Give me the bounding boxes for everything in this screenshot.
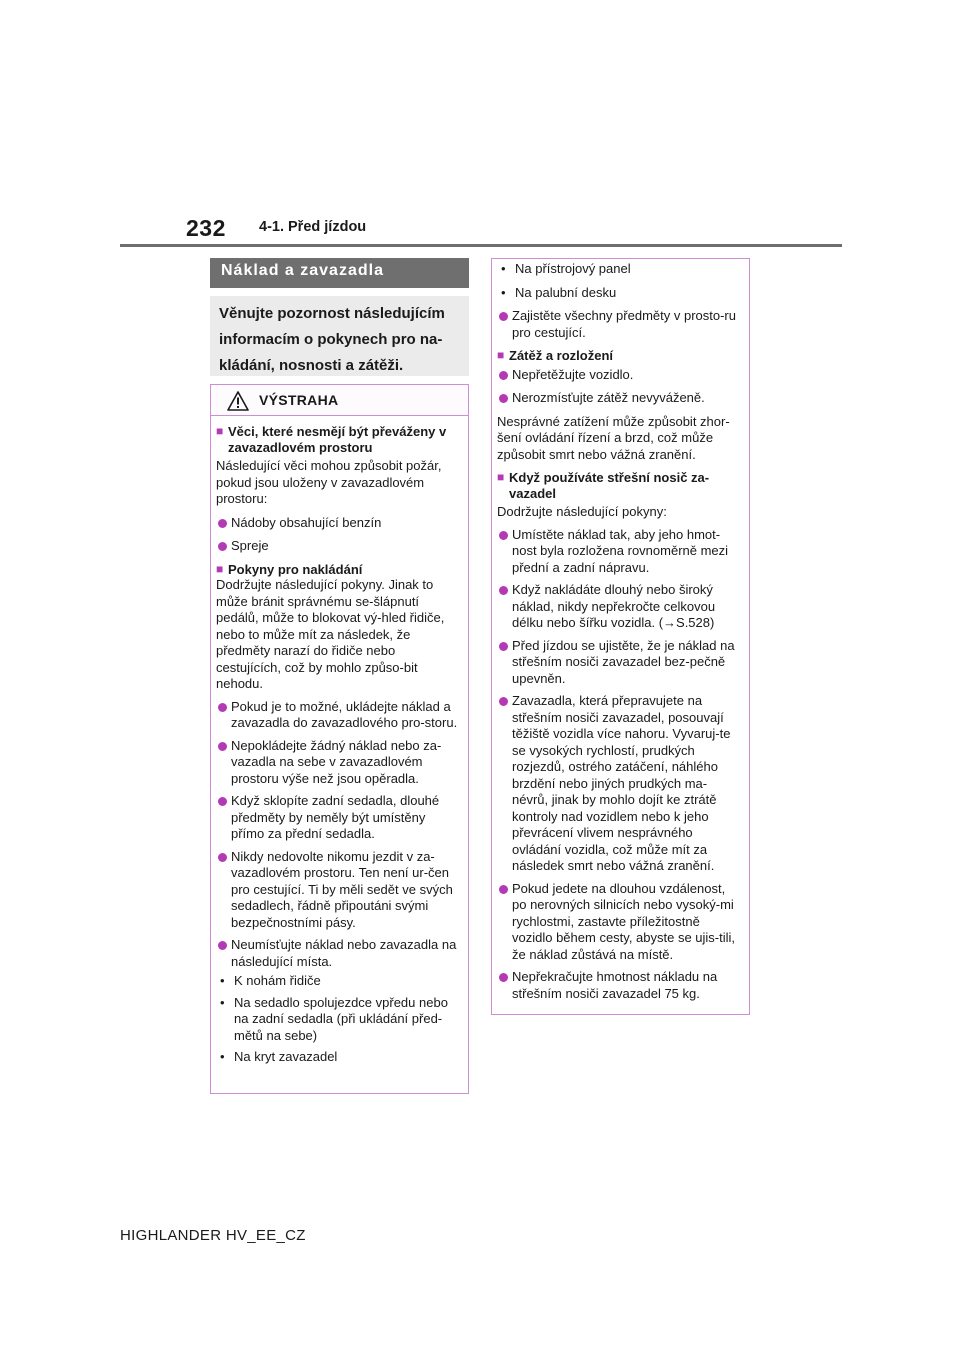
- bullet-item: [497, 638, 743, 688]
- bullet-text: Nepřekračujte hmotnost nákladu na střešním nosiči zavazadel 75 kg.: [512, 969, 718, 1001]
- bullet-item: [497, 881, 743, 964]
- bullet-item: [216, 538, 461, 555]
- subheading-text: Zátěž a rozložení: [509, 348, 614, 363]
- sub-item-text: Na přístrojový panel: [515, 261, 631, 276]
- bullet-item: [497, 527, 743, 577]
- section-title: Náklad a zavazadla: [210, 258, 469, 288]
- sub-item-text: Na palubní desku: [515, 284, 617, 300]
- bullet-dot-icon: [218, 797, 227, 806]
- bullet-item: [497, 693, 743, 875]
- bullet-dot-icon: [499, 531, 508, 540]
- bullet-item: [216, 699, 461, 732]
- sub-bullet-icon: •: [501, 261, 506, 276]
- paragraph: Nesprávné zatížení může způsobit zhor-šení ovládání řízení a brzd, což může způsobit smrt nebo vážná zranění.: [497, 413, 730, 462]
- bullet-text: Když sklopíte zadní sedadla, dlouhé předměty by neměly být umístěny přímo za přední sedadla.: [231, 793, 440, 841]
- square-marker-icon: ■: [497, 348, 505, 362]
- bullet-item: [216, 937, 461, 970]
- bullet-dot-icon: [499, 973, 508, 982]
- bullet-dot-icon: [218, 703, 227, 712]
- bullet-text: Nerozmísťujte zátěž nevyváženě.: [512, 390, 705, 405]
- square-marker-icon: ■: [216, 424, 224, 438]
- bullet-item: [497, 308, 743, 341]
- bullet-text: Neumísťujte náklad nebo zavazadla na následující místa.: [231, 937, 457, 969]
- square-marker-icon: ■: [216, 561, 224, 576]
- bullet-text: Zavazadla, která přepravujete na střešním nosiči zavazadel, posouvají těžiště vozidla více nahoru. Vyvaruj-te se vysokých rychlostí, prudkých rozjezdů, ostrého zatáčení, náhlého brzdění nebo jiných prudkých ma-névrů, jinak by mohlo dojít ke ztrátě kontroly nad vozidlem nebo k jeho převrácení vlivem nesprávného ovládání vozidla, což může mít za následek smrt nebo vážná zranění.: [512, 693, 731, 873]
- paragraph: Dodržujte následující pokyny. Jinak to může bránit správnému se-šlápnutí pedálů, může to blokovat vý-hled řidiče, nebo to může mít za následek, že předměty narazí do řidiče nebo cestujících, což by mohlo způso-bit nehodu.: [216, 577, 445, 691]
- subheading-text: Když používáte střešní nosič za-vazadel: [509, 470, 710, 501]
- bullet-dot-icon: [499, 697, 508, 706]
- warning-title: VÝSTRAHA: [259, 392, 339, 408]
- paragraph: Následující věci mohou způsobit požár, pokud jsou uloženy v zavazadlovém prostoru:: [216, 458, 442, 506]
- header-rule: [120, 244, 842, 247]
- bullet-item: [216, 793, 461, 843]
- intro-box: Věnujte pozornost následujícím informacím o pokynech pro na-kládání, nosnosti a zátěži.: [210, 296, 469, 376]
- footer-model: HIGHLANDER HV_EE_CZ: [120, 1227, 306, 1244]
- bullet-dot-icon: [218, 519, 227, 528]
- sub-item: [216, 1049, 461, 1066]
- bullet-dot-icon: [499, 394, 508, 403]
- warning-box-continued: [491, 258, 750, 1015]
- bullet-text: Nádoby obsahující benzín: [231, 514, 382, 530]
- bullet-text: Pokud je to možné, ukládejte náklad a zavazadla do zavazadlového pro-storu.: [231, 698, 458, 730]
- bullet-dot-icon: [218, 941, 227, 950]
- sub-item: [216, 973, 461, 990]
- sub-item-text: K nohám řidiče: [234, 973, 321, 988]
- paragraph: Dodržujte následující pokyny:: [497, 504, 667, 519]
- bullet-item: [497, 390, 743, 407]
- bullet-dot-icon: [499, 642, 508, 651]
- bullet-text: Umístěte náklad tak, aby jeho hmot-nost byla rozložena rovnoměrně mezi přední a zadní nápravu.: [512, 526, 729, 575]
- sub-bullet-icon: •: [220, 973, 225, 988]
- bullet-text: Když nakládáte dlouhý nebo široký náklad, nikdy nepřekročte celkovou délku nebo šířku vozidla. (→S.528): [512, 582, 716, 630]
- sub-item-text: Na sedadlo spolujezdce vpředu nebo na zadní sedadla (při ukládání před-mětů na sebe): [234, 994, 448, 1043]
- subheading-text: Pokyny pro nakládání: [228, 561, 363, 577]
- warning-header: [211, 385, 468, 416]
- sub-bullet-icon: •: [220, 994, 225, 1010]
- bullet-dot-icon: [218, 542, 227, 551]
- bullet-dot-icon: [218, 742, 227, 751]
- bullet-item: [497, 367, 743, 384]
- bullet-item: [497, 582, 743, 632]
- sub-item: [497, 261, 743, 278]
- warning-triangle-icon: [227, 391, 249, 411]
- warning-box: [210, 384, 469, 1094]
- bullet-item: [216, 515, 461, 532]
- warning-body: [211, 416, 468, 1066]
- bullet-text: Nepokládejte žádný náklad nebo za-vazadla na sebe v zavazadlovém prostoru výše než jsou opěradla.: [231, 737, 442, 786]
- bullet-item: [216, 738, 461, 788]
- bullet-text: Spreje: [231, 538, 269, 553]
- bullet-dot-icon: [499, 586, 508, 595]
- subheading: [497, 348, 743, 364]
- bullet-dot-icon: [499, 371, 508, 380]
- bullet-dot-icon: [499, 885, 508, 894]
- sub-item: [497, 285, 743, 302]
- bullet-text: Před jízdou se ujistěte, že je náklad na střešním nosiči zavazadel bez-pečně upevněn.: [512, 637, 735, 686]
- chapter-title: 4-1. Před jízdou: [259, 219, 367, 235]
- bullet-text: Nepřetěžujte vozidlo.: [512, 366, 634, 382]
- sub-bullet-icon: •: [501, 284, 506, 300]
- bullet-dot-icon: [499, 312, 508, 321]
- bullet-item: [497, 969, 743, 1002]
- subheading: [216, 424, 461, 455]
- sub-bullet-icon: •: [220, 1049, 225, 1064]
- bullet-text: Pokud jedete na dlouhou vzdálenost, po nerovných silnicích nebo vysoký-mi rychlostmi, zastavte příležitostně vozidlo během cesty, abyste se ujis-tili, že náklad zůstává na místě.: [512, 880, 736, 962]
- sub-item-text: Na kryt zavazadel: [234, 1049, 338, 1064]
- sub-item: [216, 995, 461, 1045]
- subheading: [216, 562, 461, 578]
- bullet-text: Nikdy nedovolte nikomu jezdit v za-vazadlovém prostoru. Ten není ur-čen pro cestující. Ti by měli sedět ve svých sedadlech, řádně připoutáni svými bezpečnostními pásy.: [231, 848, 453, 930]
- square-marker-icon: ■: [497, 470, 505, 484]
- bullet-dot-icon: [218, 853, 227, 862]
- bullet-text: Zajistěte všechny předměty v prosto-ru pro cestující.: [512, 308, 736, 340]
- bullet-item: [216, 849, 461, 932]
- subheading: [497, 470, 743, 501]
- subheading-text: Věci, které nesmějí být převáženy v zavazadlovém prostoru: [228, 424, 447, 455]
- page-number: 232: [186, 215, 226, 241]
